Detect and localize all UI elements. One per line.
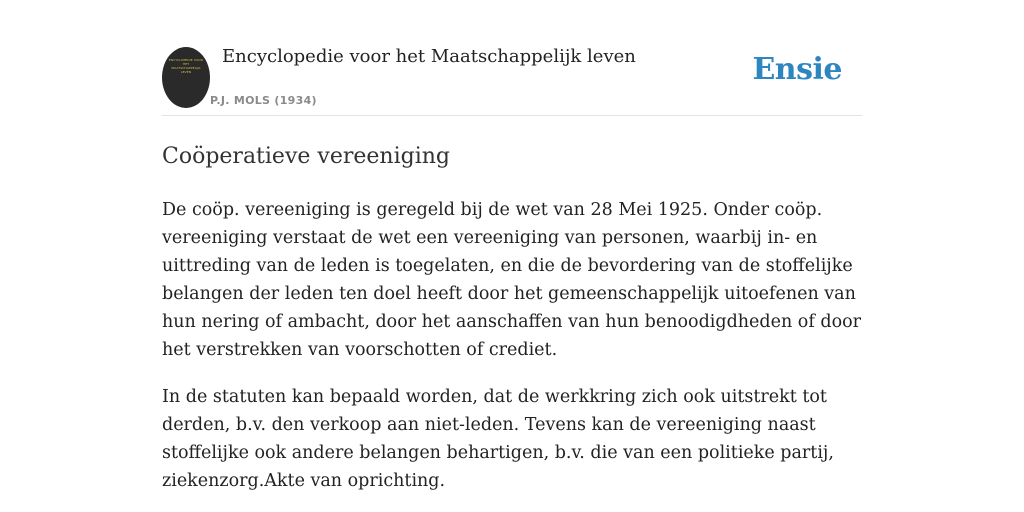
entry-title: Coöperatieve vereeniging bbox=[162, 144, 450, 169]
book-cover-image[interactable] bbox=[162, 47, 210, 108]
page bbox=[162, 0, 862, 495]
brand-logo-link[interactable]: Ensie bbox=[752, 52, 842, 87]
entry-paragraph: De coöp. vereeniging is geregeld bij de wet van 28 Mei 1925. Onder coöp. vereeniging verstaat de wet een vereeniging van personen, waarbij in- en uittreding van de leden is toegelaten, en die de bevordering van de stoffelijke belangen der leden ten doel heeft door het gemeenschappelijk uitoefenen van hun nering of ambacht, door het aanschaffen van hun benoodigdheden of door het verstrekken van voorschotten of crediet. bbox=[162, 200, 862, 360]
entry-content bbox=[162, 142, 862, 495]
book-author[interactable]: P.J. MOLS (1934) bbox=[210, 94, 317, 107]
book-title[interactable]: Encyclopedie voor het Maatschappelijk leven bbox=[222, 46, 636, 67]
book-cover-lettering: ENCYCLOPEDIE VOOR HET MAATSCHAPPELIJK LEVEN bbox=[168, 58, 204, 74]
page-header bbox=[162, 0, 862, 116]
entry-paragraph: In de statuten kan bepaald worden, dat de werkkring zich ook uitstrekt tot derden, b.v. den verkoop aan niet-leden. Tevens kan de vereeniging naast stoffelijke ook andere belangen behartigen, b.v. die van een politieke partij, ziekenzorg.Akte van oprichting. bbox=[162, 387, 834, 491]
